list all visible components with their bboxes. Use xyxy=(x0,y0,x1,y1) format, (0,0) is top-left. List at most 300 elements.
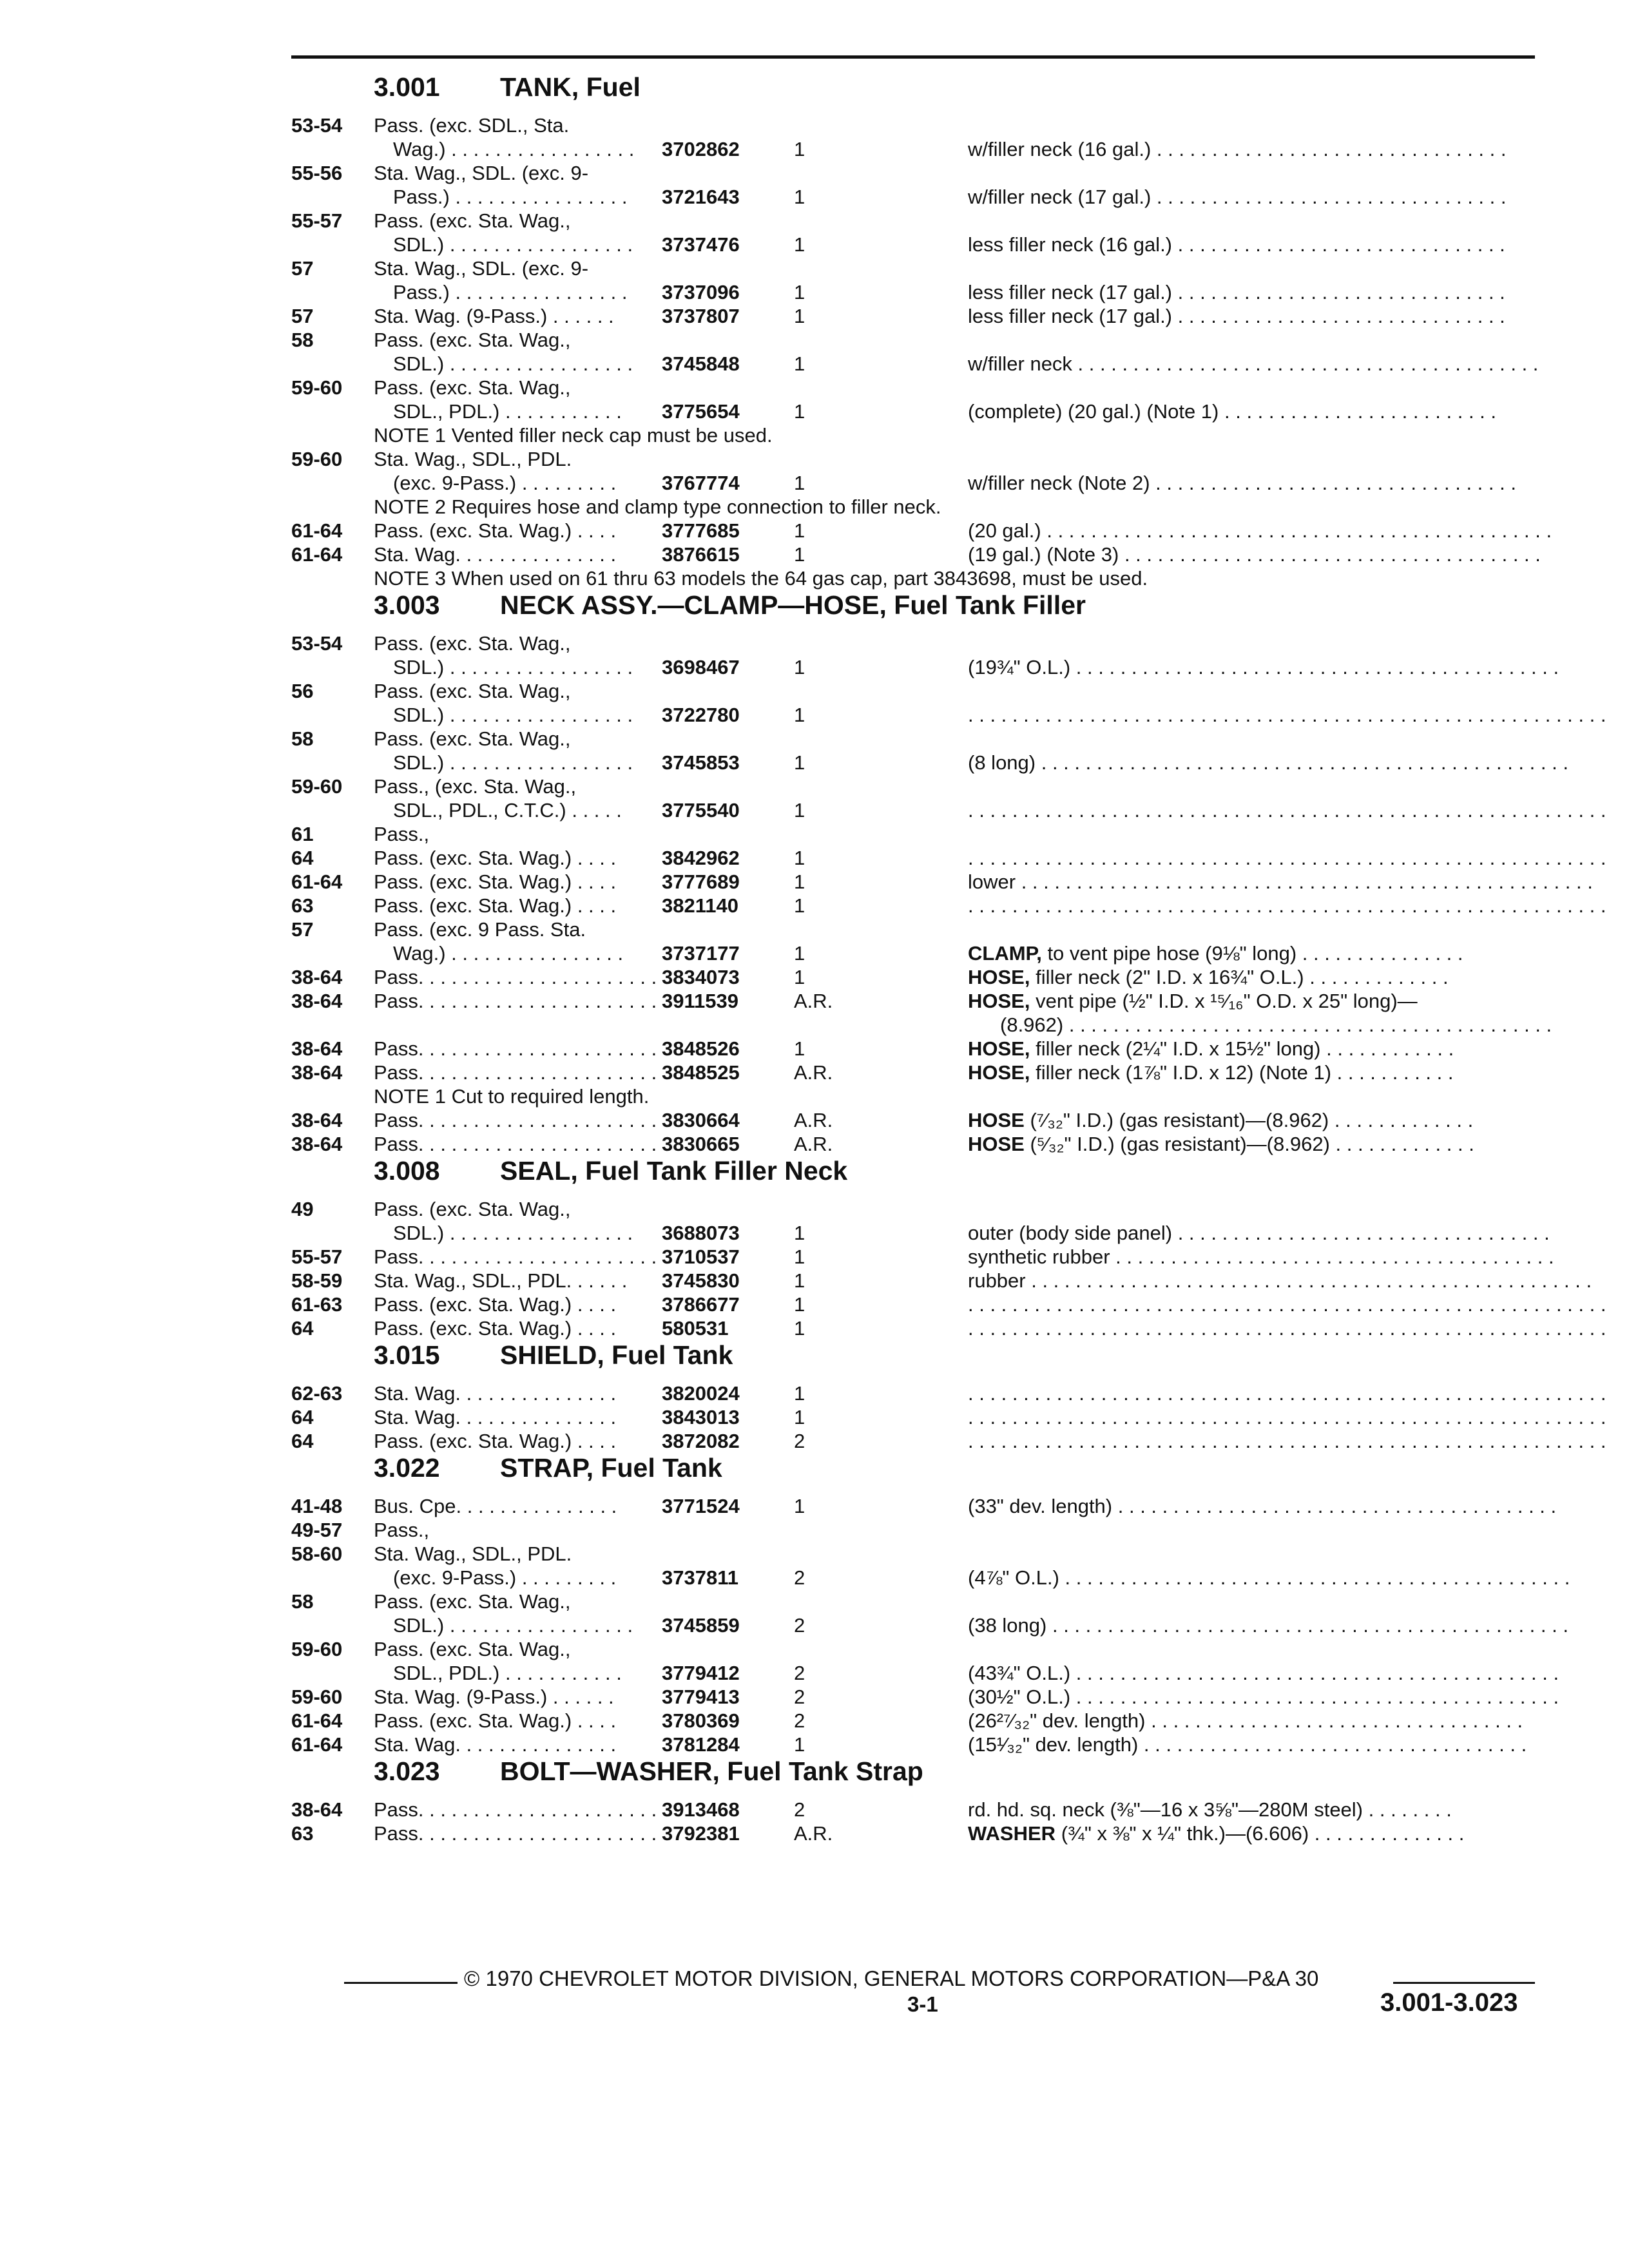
usage-text: Pass. (exc. Sta. Wag.) xyxy=(374,1709,572,1732)
quantity: 1 xyxy=(794,751,805,774)
usage-description xyxy=(374,376,571,399)
quantity: 1 xyxy=(794,1406,805,1428)
part-number: 3745853 xyxy=(662,751,740,774)
usage-text: Wag.) xyxy=(393,942,446,965)
part-remark xyxy=(968,846,1606,870)
part-remark xyxy=(968,941,1463,965)
usage-text: (exc. 9-Pass.) xyxy=(393,472,517,494)
dot-leader: . . . . . . . . . . . . . . . . . . . . . xyxy=(423,1109,657,1131)
quantity: 1 xyxy=(794,894,805,917)
dot-leader: . . . . . . . . . . . . . . . xyxy=(1296,942,1463,965)
usage-text: Sta. Wag., SDL., PDL. xyxy=(374,1542,572,1565)
model-years: 55-57 xyxy=(291,209,343,232)
part-remark xyxy=(968,1494,1556,1518)
dot-leader: . . . . xyxy=(572,847,617,869)
usage-description xyxy=(393,137,634,161)
usage-text: Sta. Wag. xyxy=(374,1406,461,1428)
model-years: 38-64 xyxy=(291,990,343,1012)
remark-text: lower xyxy=(968,870,1016,893)
usage-description xyxy=(393,798,622,822)
usage-text: Pass. (exc. Sta. Wag.) xyxy=(374,870,572,893)
dot-leader: . . . . . . . . . . . . . . . . . . . . . . . . . . . . . . . . . . xyxy=(1145,1709,1523,1732)
usage-description xyxy=(374,1132,657,1156)
dot-leader: . . . . . . . . . . . . . . . . . . . . . xyxy=(423,1133,657,1155)
part-name: HOSE xyxy=(968,1133,1025,1155)
note-text: NOTE 1 Vented filler neck cap must be used. xyxy=(374,424,773,447)
section-title: SEAL, Fuel Tank Filler Neck xyxy=(500,1156,848,1186)
section-heading xyxy=(374,1340,1535,1381)
parts-row xyxy=(291,423,1535,447)
usage-description xyxy=(374,846,616,870)
dot-leader: . . . . . . . . . . . . . . . . . xyxy=(444,1222,633,1244)
dot-leader: . . . . . . . . . . . . . . . . . xyxy=(444,656,633,678)
dot-leader: . . . . . . . . . . . . . . . . . . . . . . . . . . . . . . . . . . . . . . . . . . . . xyxy=(1070,656,1559,678)
parts-row xyxy=(291,1037,1535,1061)
section-title: SHIELD, Fuel Tank xyxy=(500,1340,733,1370)
remark-text: vent pipe (½" I.D. x ¹⁵⁄₁₆" O.D. x 25" long)— xyxy=(1030,990,1418,1012)
part-remark xyxy=(968,1132,1474,1156)
remark-text: (8.962) xyxy=(1000,1014,1064,1036)
part-number: 3745830 xyxy=(662,1269,740,1292)
dot-leader: . . . . . . . . . . . . . . . . . . . . . xyxy=(423,990,657,1012)
part-remark xyxy=(968,185,1507,209)
part-number: 3767774 xyxy=(662,472,740,494)
part-number: 3834073 xyxy=(662,966,740,988)
usage-description xyxy=(374,1293,616,1316)
part-number: 3745848 xyxy=(662,352,740,375)
usage-text: (exc. 9-Pass.) xyxy=(393,1566,517,1589)
remark-text: (4⅞" O.L.) xyxy=(968,1566,1059,1589)
part-number: 3702862 xyxy=(662,138,740,160)
parts-row xyxy=(291,1269,1592,1293)
part-remark xyxy=(968,1685,1559,1709)
dot-leader: . . . . . . . . . . . . . . . . . . . . . . . . . . . . . . . . . . . . . . . . . . . . . . xyxy=(1059,1566,1570,1589)
remark-text: filler neck (1⅞" I.D. x 12) (Note 1) xyxy=(1030,1061,1332,1084)
parts-row xyxy=(291,352,1539,376)
parts-row xyxy=(291,1709,1535,1733)
dot-leader: . . . . . . . . . . . . . . xyxy=(1309,1822,1465,1845)
part-remark xyxy=(968,519,1552,543)
usage-description xyxy=(374,1037,657,1061)
part-number: 3779413 xyxy=(662,1686,740,1708)
quantity: 2 xyxy=(794,1709,805,1732)
parts-row xyxy=(291,1429,1606,1453)
parts-row xyxy=(291,1061,1535,1084)
quantity: 1 xyxy=(794,472,805,494)
usage-text: SDL., PDL.) xyxy=(393,1662,500,1684)
usage-description xyxy=(393,399,622,423)
dot-leader: . . . . . . . . . . . . . . . . . xyxy=(444,704,633,726)
model-years: 61 xyxy=(291,823,314,845)
quantity: 1 xyxy=(794,1245,805,1268)
part-remark xyxy=(968,1405,1606,1429)
part-remark xyxy=(968,1613,1568,1637)
part-number: 3913468 xyxy=(662,1798,740,1821)
parts-row xyxy=(291,918,1535,941)
dot-leader: . . . . . xyxy=(566,799,622,822)
dot-leader: . . . . . . . . . . . . . . . . . . . . . . . . . . . . . . . . . . . . . . . . . . . . . . . . xyxy=(1036,751,1568,774)
dot-leader: . . . . . . . . xyxy=(1363,1798,1452,1821)
dot-leader: . . . . . . . . . . . . . . . . . . . . . . . . . . . . . . . . xyxy=(1151,186,1507,208)
usage-text: Pass., xyxy=(374,823,430,845)
quantity: 1 xyxy=(794,1733,805,1756)
part-remark xyxy=(968,1269,1592,1293)
usage-text: Sta. Wag. (9-Pass.) xyxy=(374,305,548,327)
remark-text: (15¹⁄₃₂" dev. length) xyxy=(968,1733,1139,1756)
quantity: 1 xyxy=(794,1222,805,1244)
remark-text: (43¾" O.L.) xyxy=(968,1662,1071,1684)
remark-text: (33" dev. length) xyxy=(968,1495,1113,1517)
part-remark xyxy=(968,543,1541,566)
usage-description xyxy=(374,1245,657,1269)
part-remark xyxy=(968,399,1496,423)
footer-page-number: 3-1 xyxy=(907,1992,938,2016)
part-number: 3842962 xyxy=(662,847,740,869)
usage-text: SDL.) xyxy=(393,352,445,375)
section-number: 3.001 xyxy=(374,72,440,102)
note-text: NOTE 1 Cut to required length. xyxy=(374,1085,650,1108)
parts-row xyxy=(291,1221,1550,1245)
usage-text: Bus. Cpe. xyxy=(374,1495,462,1517)
parts-row xyxy=(291,1405,1606,1429)
dot-leader: . . . . . . . . . . . . . . . . . xyxy=(445,138,635,160)
quantity: 1 xyxy=(794,1495,805,1517)
usage-description xyxy=(374,1494,617,1518)
usage-description xyxy=(393,703,633,727)
usage-description xyxy=(374,1685,614,1709)
part-number: 3710537 xyxy=(662,1245,740,1268)
model-years: 61-64 xyxy=(291,1709,343,1732)
dot-leader: . . . . . . . . . . . . . . . . . . . . . . . . . . . . . . . . . . . . . . . . xyxy=(1112,1495,1557,1517)
part-remark xyxy=(968,655,1559,679)
part-remark xyxy=(968,471,1516,495)
parts-row xyxy=(291,1197,1535,1221)
dot-leader: . . . . . . . . . . . . . . xyxy=(460,543,617,566)
quantity: 1 xyxy=(794,942,805,965)
parts-row xyxy=(291,519,1552,543)
model-years: 63 xyxy=(291,894,314,917)
usage-text: Pass. (exc. Sta. Wag.) xyxy=(374,1430,572,1452)
usage-text: Pass., xyxy=(374,1519,430,1541)
usage-description xyxy=(393,471,616,495)
model-years: 57 xyxy=(291,257,314,280)
part-name: WASHER xyxy=(968,1822,1056,1845)
usage-text: Pass. (exc. 9 Pass. Sta. xyxy=(374,918,586,941)
usage-description xyxy=(374,989,657,1013)
model-years: 58-59 xyxy=(291,1269,343,1292)
parts-row xyxy=(291,1798,1535,1821)
quantity: 1 xyxy=(794,1269,805,1292)
part-remark xyxy=(968,1709,1523,1733)
parts-row xyxy=(291,1542,1535,1566)
model-years: 55-56 xyxy=(291,162,343,184)
parts-row xyxy=(291,1132,1535,1156)
usage-description xyxy=(374,679,571,703)
remark-text: filler neck (2" I.D. x 16¾" O.L.) xyxy=(1030,966,1304,988)
section-title: STRAP, Fuel Tank xyxy=(500,1453,722,1483)
quantity: 1 xyxy=(794,233,805,256)
usage-text: SDL.) xyxy=(393,656,445,678)
usage-text: Pass., (exc. Sta. Wag., xyxy=(374,775,577,798)
dot-leader: . . . . xyxy=(572,1709,617,1732)
dot-leader: . . . . . . . . . . . . . . . . . . . . . xyxy=(423,966,657,988)
model-years: 38-64 xyxy=(291,966,343,988)
dot-leader: . . . . xyxy=(572,1293,617,1316)
part-number: 3830665 xyxy=(662,1133,740,1155)
part-remark xyxy=(968,1108,1473,1132)
model-years: 38-64 xyxy=(291,1061,343,1084)
usage-description xyxy=(374,1405,616,1429)
usage-text: Pass. xyxy=(374,1061,424,1084)
remark-text: (⁵⁄₃₂" I.D.) (gas resistant)—(8.962) xyxy=(1024,1133,1330,1155)
part-number: 3911539 xyxy=(662,990,738,1012)
usage-text: Pass. (exc. Sta. Wag.) xyxy=(374,894,572,917)
quantity: 1 xyxy=(794,966,805,988)
usage-text: Pass. xyxy=(374,1822,424,1845)
part-number: 3848525 xyxy=(662,1061,740,1084)
part-name: HOSE, xyxy=(968,1037,1030,1060)
part-remark xyxy=(968,280,1505,304)
parts-row xyxy=(291,822,1535,846)
dot-leader: . . . . . . . . . . . . . . . . . . . . . . . . . . . . . . . . . . . . . . . . . . . . . . . . . . . xyxy=(1025,1269,1592,1292)
quantity: 1 xyxy=(794,656,805,678)
usage-description xyxy=(374,1429,616,1453)
usage-description xyxy=(374,256,588,280)
part-remark xyxy=(968,751,1568,774)
dot-leader: . . . . . . . . . . . . . . . . . . . . . . . . . . . . . . . . . . . . . . . . . . . . . . . . . . . . . . . . . . xyxy=(968,1317,1606,1340)
section-number: 3.022 xyxy=(374,1453,440,1483)
usage-text: SDL.) xyxy=(393,751,445,774)
part-number: 3872082 xyxy=(662,1430,740,1452)
part-number: 3779412 xyxy=(662,1662,740,1684)
usage-description xyxy=(374,328,571,352)
part-number: 3777685 xyxy=(662,519,740,542)
usage-description xyxy=(393,655,633,679)
usage-text: Sta. Wag., SDL., PDL. xyxy=(374,448,572,470)
part-number: 3786677 xyxy=(662,1293,740,1316)
dot-leader: . . . . . . . . . . . . . . . . xyxy=(449,186,628,208)
parts-row xyxy=(291,328,1535,352)
usage-description xyxy=(393,1221,633,1245)
usage-text: Pass. xyxy=(374,1109,424,1131)
parts-row xyxy=(291,798,1606,822)
usage-text: Pass. (exc. Sta. Wag., xyxy=(374,680,571,702)
part-remark xyxy=(968,1566,1570,1590)
remark-text: rubber xyxy=(968,1269,1026,1292)
usage-description xyxy=(374,894,616,918)
quantity: 1 xyxy=(794,704,805,726)
remark-text: (38 long) xyxy=(968,1614,1047,1637)
part-remark xyxy=(968,352,1538,376)
note-text: NOTE 2 Requires hose and clamp type connection to filler neck. xyxy=(374,495,941,518)
usage-text: Sta. Wag., SDL. (exc. 9- xyxy=(374,162,589,184)
parts-row xyxy=(291,161,1535,185)
model-years: 58 xyxy=(291,329,314,351)
usage-text: Pass. xyxy=(374,966,424,988)
usage-description xyxy=(374,1590,571,1613)
part-remark xyxy=(968,1821,1464,1845)
usage-description xyxy=(374,1061,657,1084)
dot-leader: . . . . . . . . . . . . . . . . . . . . . . . . . . . . . . . . . xyxy=(1150,472,1516,494)
usage-text: Pass. (exc. Sta. Wag., xyxy=(374,632,571,655)
dot-leader: . . . . . . . . . . . . . . . . . xyxy=(444,352,633,375)
remark-text: (19 gal.) (Note 3) xyxy=(968,543,1119,566)
footer-rule-left xyxy=(344,1982,458,1984)
model-years: 53-54 xyxy=(291,114,343,137)
quantity: 1 xyxy=(794,543,805,566)
dot-leader: . . . . . . . . . . . . . . . . . . . . . . . . . . . . . . . . . . . . . . . . . . . . . . xyxy=(1041,519,1552,542)
part-remark xyxy=(968,989,1418,1013)
remark-text: (⁷⁄₃₂" I.D.) (gas resistant)—(8.962) xyxy=(1024,1109,1329,1131)
parts-row xyxy=(291,399,1535,423)
footer-rule-right xyxy=(1393,1982,1535,1984)
part-remark xyxy=(968,1429,1606,1453)
part-number: 3830664 xyxy=(662,1109,740,1131)
dot-leader: . . . . . . xyxy=(547,305,614,327)
remark-text: (30½" O.L.) xyxy=(968,1686,1071,1708)
usage-description xyxy=(374,1518,429,1542)
remark-text: (8 long) xyxy=(968,751,1036,774)
quantity: 1 xyxy=(794,400,805,423)
usage-description xyxy=(374,1316,616,1340)
quantity: 1 xyxy=(794,870,805,893)
remark-text: w/filler neck (16 gal.) xyxy=(968,138,1152,160)
dot-leader: . . . . . . . . . . . . xyxy=(1320,1037,1454,1060)
parts-row xyxy=(291,233,1535,256)
dot-leader: . . . . . . . . . . . . . . . . . . . . . xyxy=(423,1061,657,1084)
dot-leader: . . . . . . xyxy=(547,1686,614,1708)
parts-row xyxy=(291,965,1535,989)
usage-text: Pass. (exc. Sta. Wag., xyxy=(374,1590,571,1613)
part-number: 3775654 xyxy=(662,400,740,423)
parts-row xyxy=(291,1293,1606,1316)
dot-leader: . . . . . . . . . . . . . . . . . . . . . xyxy=(423,1037,657,1060)
usage-description xyxy=(393,1613,633,1637)
usage-text: Sta. Wag. xyxy=(374,1733,461,1756)
usage-text: Wag.) xyxy=(393,138,446,160)
parts-row xyxy=(291,113,1535,137)
model-years: 38-64 xyxy=(291,1109,343,1131)
quantity: 1 xyxy=(794,186,805,208)
remark-text: (20 gal.) xyxy=(968,519,1041,542)
parts-row xyxy=(291,1613,1568,1637)
usage-description xyxy=(374,1381,616,1405)
part-number: 3777689 xyxy=(662,870,740,893)
usage-description xyxy=(374,1542,572,1566)
section-heading xyxy=(374,1156,1535,1197)
part-number: 3780369 xyxy=(662,1709,740,1732)
usage-text: Pass. xyxy=(374,1037,424,1060)
part-number: 580531 xyxy=(662,1317,729,1340)
part-number: 3771524 xyxy=(662,1495,740,1517)
dot-leader: . . . . . . . . . . . . . . . . . xyxy=(444,751,633,774)
part-name: HOSE xyxy=(968,1109,1025,1131)
usage-description xyxy=(374,1733,616,1756)
quantity: 1 xyxy=(794,799,805,822)
usage-description xyxy=(374,304,614,328)
dot-leader: . . . . . . . . . . . . . . . . . . . . . . . . . . . . . . . . . . . . . . . . . . xyxy=(1072,352,1539,375)
model-years: 59-60 xyxy=(291,1638,343,1660)
quantity: A.R. xyxy=(794,1822,833,1845)
remark-text: to vent pipe hose (9⅛" long) xyxy=(1041,942,1297,965)
part-remark xyxy=(968,798,1606,822)
parts-row xyxy=(291,774,1535,798)
parts-row xyxy=(291,1637,1535,1661)
footer-section-range: 3.001-3.023 xyxy=(1380,1988,1518,2017)
usage-text: Pass. (exc. Sta. Wag., xyxy=(374,727,571,750)
quantity: A.R. xyxy=(794,1133,833,1155)
usage-description xyxy=(393,280,627,304)
part-number: 3737476 xyxy=(662,233,740,256)
part-number: 3792381 xyxy=(662,1822,740,1845)
usage-text: SDL.) xyxy=(393,1222,445,1244)
dot-leader: . . . . . . . . . . . . . . . . . . . . . . . . . . . . . . . . . . . . . . . . . . . . xyxy=(1063,1014,1552,1036)
usage-description xyxy=(374,209,571,233)
dot-leader: . . . . . . . . . . . . . . . . . . . . . . . . . . . . . . . . . . . . . . . . . . . . . . . . . . . . . . . . . . xyxy=(968,799,1606,822)
quantity: 1 xyxy=(794,1293,805,1316)
dot-leader: . . . . . . . . . . . . . . . . xyxy=(449,281,628,303)
part-number: 3848526 xyxy=(662,1037,740,1060)
parts-row xyxy=(291,727,1535,751)
model-years: 64 xyxy=(291,1430,314,1452)
quantity: 2 xyxy=(794,1798,805,1821)
top-rule xyxy=(291,55,1535,59)
part-remark xyxy=(968,1661,1559,1685)
usage-text: Pass. xyxy=(374,1245,424,1268)
usage-text: Pass. (exc. Sta. Wag., xyxy=(374,209,571,232)
usage-text: Pass. (exc. Sta. Wag., xyxy=(374,1198,571,1220)
dot-leader: . . . . . . . . . . . . . . xyxy=(460,1382,617,1405)
quantity: 1 xyxy=(794,138,805,160)
remark-text: (26²⁷⁄₃₂" dev. length) xyxy=(968,1709,1146,1732)
usage-description xyxy=(393,185,627,209)
dot-leader: . . . . . . . . . . . . . . . . xyxy=(445,942,624,965)
model-years: 49 xyxy=(291,1198,314,1220)
parts-row xyxy=(291,209,1535,233)
parts-row xyxy=(291,1084,1535,1108)
model-years: 64 xyxy=(291,1406,314,1428)
dot-leader: . . . . . . . . . . . . . . . . . . . . . . . . . . . . . . . . . . . . . . . . . . . . . . . . . . . . xyxy=(1016,870,1593,893)
usage-text: Pass. (exc. SDL., Sta. xyxy=(374,114,570,137)
quantity: 1 xyxy=(794,281,805,303)
section-title: BOLT—WASHER, Fuel Tank Strap xyxy=(500,1756,923,1786)
dot-leader: . . . . . . . . . . . . . . . . . . . . . . . . . . . . . . . . xyxy=(1151,138,1507,160)
parts-row xyxy=(291,1316,1606,1340)
model-years: 58 xyxy=(291,1590,314,1613)
part-remark xyxy=(968,894,1606,918)
usage-description xyxy=(374,1637,571,1661)
section-heading xyxy=(374,590,1535,631)
usage-description xyxy=(393,751,633,774)
part-number: 3737096 xyxy=(662,281,740,303)
dot-leader: . . . . . . . . . . . . . . . . . . . . . . . . . . . . . . . . . . . . . . . . xyxy=(1110,1245,1554,1268)
dot-leader: . . . . . . . . . . . . . . . . . . . . . . . . . . . . . . xyxy=(1172,281,1505,303)
model-years: 64 xyxy=(291,1317,314,1340)
remark-text: w/filler neck xyxy=(968,352,1072,375)
dot-leader: . . . . . . . . . . . . . . . . . . . . . xyxy=(423,1798,657,1821)
parts-row xyxy=(291,185,1535,209)
dot-leader: . . . . . . . . . . . . . . . . . . . . . xyxy=(423,1245,657,1268)
dot-leader: . . . . . . . . . . . . . xyxy=(1304,966,1449,988)
dot-leader: . . . . . . . . . . . . . . . . . . . . . . . . . xyxy=(1219,400,1497,423)
usage-description xyxy=(374,519,616,543)
parts-row xyxy=(291,1566,1570,1590)
usage-text: Pass. xyxy=(374,1798,424,1821)
section-heading xyxy=(374,72,1535,113)
model-years: 62-63 xyxy=(291,1382,343,1405)
parts-row xyxy=(291,1108,1535,1132)
usage-text: SDL., PDL.) xyxy=(393,400,500,423)
